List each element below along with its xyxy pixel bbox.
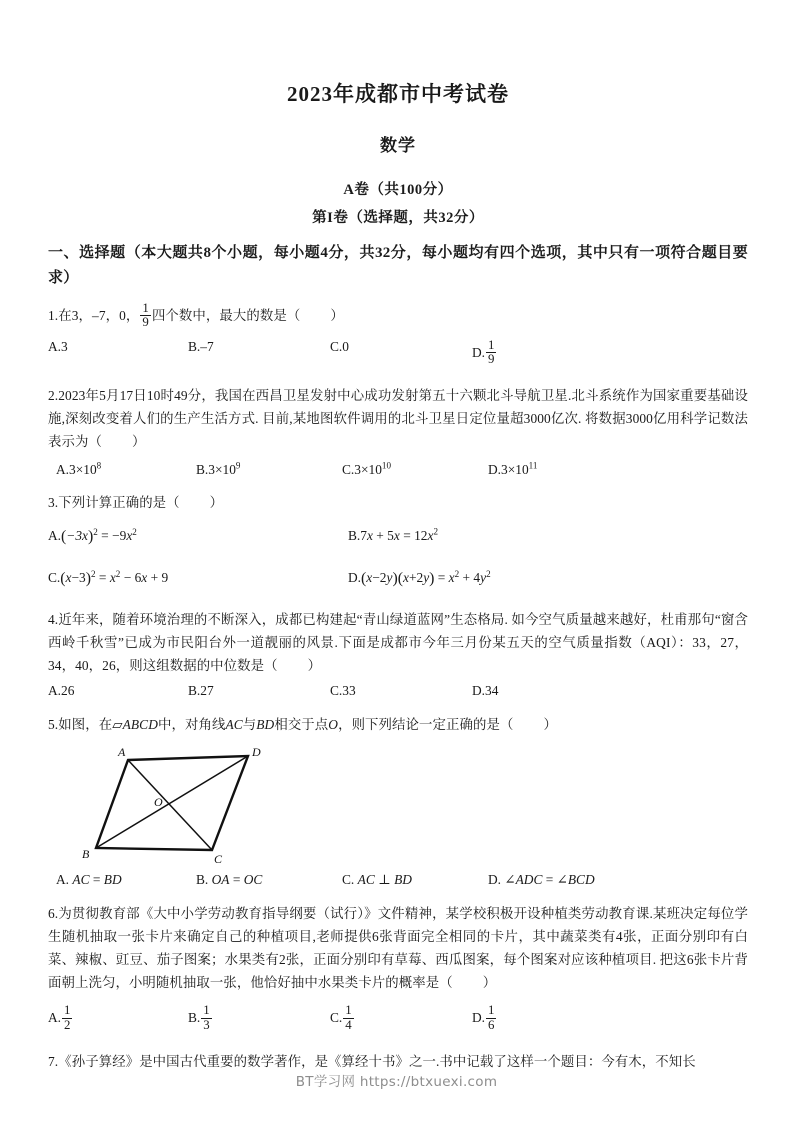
question-5-number: 5. [48,717,59,733]
site-watermark: BT学习网 https://btxuexi.com [295,1074,498,1090]
option-6-c[interactable]: C. $\frac{1}{4}$ [330,1003,352,1032]
page-content [48,0,748,1073]
question-3-number: 3. [48,494,59,510]
option-5-b[interactable]: B. OA = OC [196,872,263,888]
question-6-options [48,1004,748,1038]
option-1-d[interactable]: D. $\frac{1}{9}$ [472,337,495,367]
option-2-a[interactable]: $A.3\times 10^8$ [56,460,102,477]
vertex-label-c: C [214,852,223,867]
question-4: 4.近年来，随着环境治理的不断深入，成都已构建起“青山绿道蓝网”生态格局. 如今空气质量越来越好，杜甫那句“窗含西岭千秋雪”已成为市民阳台外一道靓丽的风景.下面是成都市今年三月份某五天的空气质量指数（AQI）：33，27，34，40，26，则这组数据的中位数是（ ） [48,611,748,673]
option-2-d[interactable]: $D.3\times 10^{11}$ [488,460,538,477]
question-6-number: 6. [48,906,59,922]
subject-title: 数学 [380,136,416,156]
question-5: 5.如图，在▱ABCD中，对角线AC与BD相交于点O，则下列结论一定正确的是（ ） [48,717,557,733]
parallelogram-figure [62,744,292,866]
question-1-stem-pre: 在3，–7，0， [58,307,140,323]
option-4-d[interactable]: D.34 [472,683,499,699]
vertex-label-d: D [252,745,261,760]
option-6-b[interactable]: B. $\frac{1}{3}$ [188,1003,210,1032]
question-2-options [48,462,748,482]
question-3-text: 下列计算正确的是（ [58,494,180,510]
question-7-number: 7. [48,1054,59,1070]
option-1-a[interactable]: A.3 [48,338,68,354]
option-4-a[interactable]: A.26 [48,683,75,699]
question-2-text: 2023年5月17日10时49分，我国在西昌卫星发射中心成功发射第五十六颗北斗导航卫星.北斗系统作为国家重要基础设施,深刻改变着人们的生产生活方式. 目前,某地图软件调用的北斗卫星日定位量超3000亿次. 将数据3000亿用科学记数法表示为（ [48,387,748,449]
option-4-b[interactable]: B.27 [188,683,214,699]
option-5-d[interactable]: D. ∠ADC = ∠BCD [488,872,595,888]
option-2-c[interactable]: $C.3\times 10^{10}$ [342,460,392,477]
option-6-a[interactable]: A. $\frac{1}{2}$ [48,1003,71,1032]
option-3-a[interactable]: $A.(-3x)^2 = -9x^2$ [48,526,137,545]
question-6-text: 为贯彻教育部《大中小学劳动教育指导纲要（试行）》文件精神，某学校积极开设种植类劳动教育课.某班决定每位学生随机抽取一张卡片来确定自己的种植项目,老师提供6张背面完全相同的卡片，其中蔬菜类有4张，正面分别印有白菜、辣椒、豇豆、茄子图案；水果类有2张，正面分别印有草莓、西瓜图案，每个图案对应该种植项目. 把这6张卡片背面朝上洗匀，小明随机抽取一张，他恰好抽中水果类卡片的概率是（ [48,906,748,991]
question-4-text: 近年来，随着环境治理的不断深入，成都已构建起“青山绿道蓝网”生态格局. 如今空气质量越来越好，杜甫那句“窗含西岭千秋雪”已成为市民阳台外一道靓丽的风景.下面是成都市今年三月份某五天的空气质量指数（AQI）：33，27，34，40，26，则这组数据的中位数是（ [48,611,748,673]
question-1-options [48,339,748,373]
option-2-b[interactable]: $B.3\times 10^9$ [196,460,241,477]
option-3-b[interactable]: $B.7x + 5x = 12x^2$ [348,526,438,543]
question-1-fraction: $\frac{1}{9}$ [142,300,149,330]
option-5-a[interactable]: A. AC = BD [56,872,122,888]
question-2-number: 2. [48,387,59,403]
question-3: 3.下列计算正确的是（ ） [48,494,224,510]
vertex-label-a: A [118,745,126,760]
question-5-options [48,872,748,892]
option-3-d[interactable]: $D.(x-2y)(x+2y) = x^2 + 4y^2$ [348,568,491,587]
question-1-stem-post: 四个数中，最大的数是（ [151,307,301,323]
question-6: 6.为贯彻教育部《大中小学劳动教育指导纲要（试行）》文件精神，某学校积极开设种植类劳动教育课.某班决定每位学生随机抽取一张卡片来确定自己的种植项目,老师提供6张背面完全相同的卡片，其中蔬菜类有4张，正面分别印有白菜、辣椒、豇豆、茄子图案；水果类有2张，正面分别印有草莓、西瓜图案，每个图案对应该种植项目. 把这6张卡片背面朝上洗匀，小明随机抽取一张，他恰好抽中水果类卡片的概率是（ ） [48,906,748,991]
option-1-c[interactable]: C.0 [330,338,349,354]
section-instruction: 一、选择题（本大题共8个小题，每小题4分，共32分，每小题均有四个选项，其中只有一项符合题目要求） [48,245,748,286]
part-label: A卷（共100分） [343,182,453,199]
vertex-label-o: O [154,795,163,810]
option-6-d[interactable]: D. $\frac{1}{6}$ [472,1003,495,1032]
question-1-stem-end: ） [330,307,344,323]
option-4-c[interactable]: C.33 [330,683,356,699]
question-3-options-row-2 [48,570,748,590]
question-1-number: 1. [48,307,59,323]
question-1 [48,302,748,330]
option-3-c[interactable]: $C.(x-3)^2 = x^2 - 6x + 9$ [48,568,169,587]
question-3-options-row-1 [48,528,748,548]
page-title: 2023年成都市中考试卷 [287,82,509,106]
question-4-number: 4. [48,611,59,627]
question-7-text: 《孙子算经》是中国古代重要的数学著作，是《算经十书》之一.书中记载了这样一个题目：今有木，不知长 [58,1054,696,1070]
option-1-b[interactable]: B.–7 [188,338,214,354]
question-2: 2.2023年5月17日10时49分，我国在西昌卫星发射中心成功发射第五十六颗北斗导航卫星.北斗系统作为国家重要基础设施,深刻改变着人们的生产生活方式. 目前,某地图软件调用的北斗卫星日定位量超3000亿次. 将数据3000亿用科学记数法表示为（ ） [48,387,748,449]
section-label: 第I卷（选择题，共32分） [312,210,484,227]
option-5-c[interactable]: C. AC ⊥ BD [342,872,412,888]
vertex-label-b: B [82,847,90,862]
question-4-options [48,683,748,703]
